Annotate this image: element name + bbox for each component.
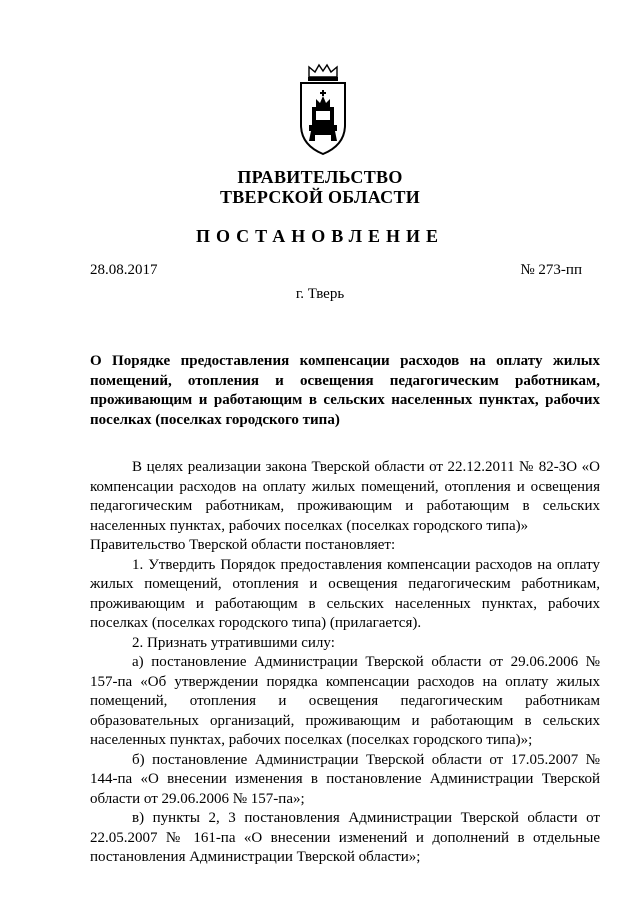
government-name-line2: ТВЕРСКОЙ ОБЛАСТИ bbox=[219, 187, 421, 207]
intro-resolution-line: Правительство Тверской области постановляет: bbox=[90, 537, 396, 553]
government-name-line1: ПРАВИТЕЛЬСТВО bbox=[237, 167, 403, 187]
document-date: 28.08.2017 bbox=[90, 262, 158, 278]
document-title: О Порядке предоставления компенсации расходов на оплату жилых помещений, отопления и освещения педагогическим работникам, проживающим и работающим в сельских населенных пунктах, рабочих поселках (поселках городского типа) bbox=[90, 353, 600, 428]
item-2b: б) постановление Администрации Тверской области от 17.05.2007 № 144-па «О внесении изменения в постановление Администрации Тверской области от 29.06.2006 № 157-па»; bbox=[90, 751, 600, 807]
item-2c: в) пункты 2, 3 постановления Администрации Тверской области от 22.05.2007 № 161-па «О внесении изменений и дополнений в отдельные постановления Администрации Тверской области»; bbox=[90, 810, 600, 865]
document-city: г. Тверь bbox=[295, 286, 345, 302]
document-body bbox=[90, 458, 600, 868]
item-2a: а) постановление Администрации Тверской области от 29.06.2006 № 157-па «Об утверждении порядка компенсации расходов на оплату жилых помещений, отопления и освещения педагогическим работникам образовательных организаций, проживающим и работающим в сельских населенных пунктах, рабочих поселках (поселках городского типа)»; bbox=[90, 654, 600, 748]
item-2: 2. Признать утратившими силу: bbox=[132, 634, 335, 651]
item-1: 1. Утвердить Порядок предоставления компенсации расходов на оплату жилых помещений, отопления и освещения педагогическим работникам, проживающим и работающим в сельских населенных пунктах, рабочих поселках (поселках городского типа) (прилагается). bbox=[90, 556, 600, 631]
document-number: № 273-пп bbox=[520, 262, 582, 278]
tver-coat-of-arms-icon bbox=[295, 63, 351, 157]
intro-paragraph: В целях реализации закона Тверской области от 22.12.2011 № 82-ЗО «О компенсации расходов на оплату жилых помещений, отопления и освещения педагогическим работникам, проживающим и работающим в сельских населенных пунктах, рабочих поселках (поселках городского типа)» bbox=[90, 459, 600, 534]
document-type: ПОСТАНОВЛЕНИЕ bbox=[195, 226, 445, 246]
